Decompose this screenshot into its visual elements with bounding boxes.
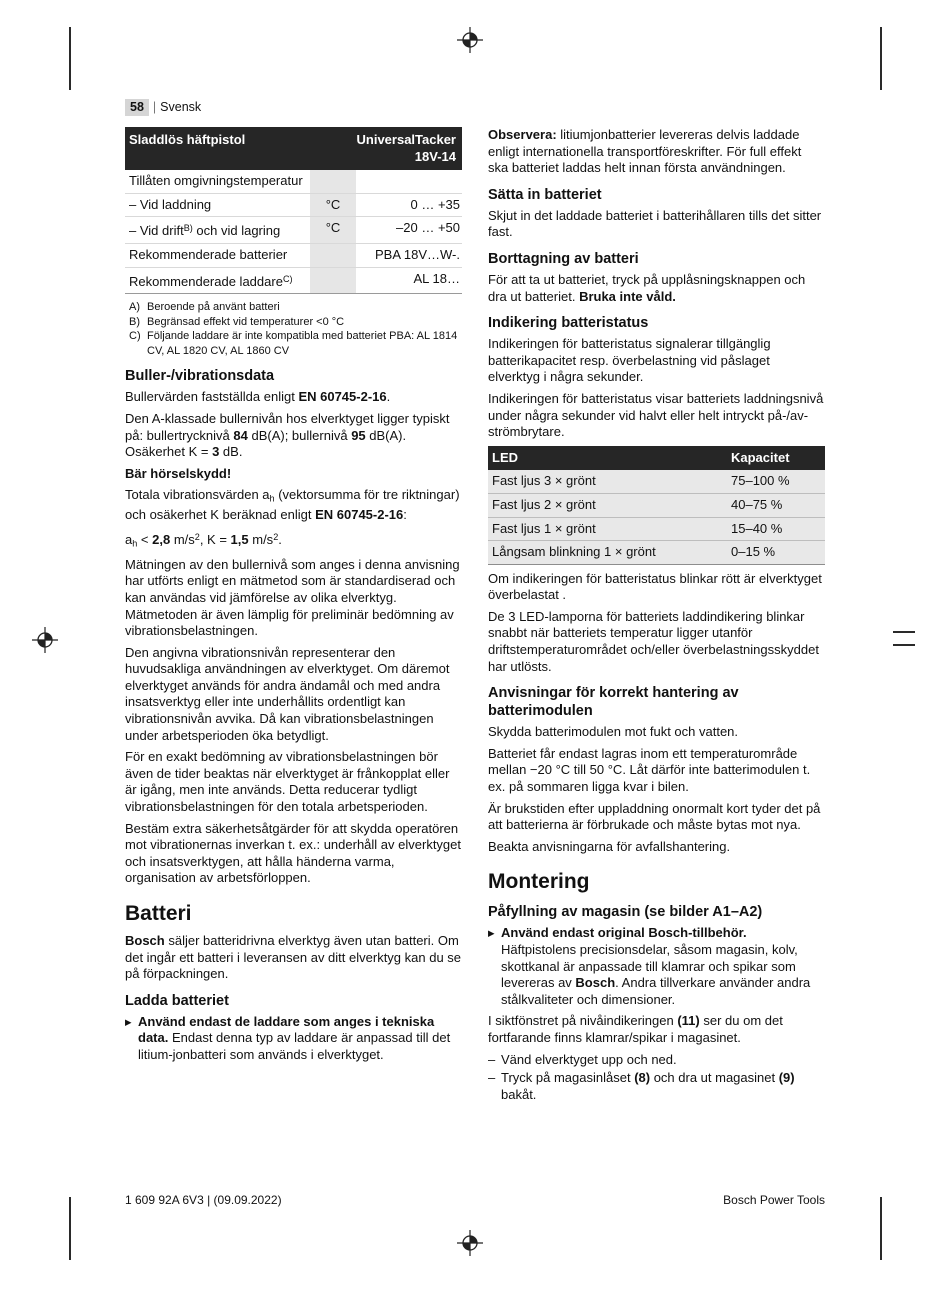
page-content: [125, 100, 825, 1105]
vibration-paragraph-totals: Totala vibrationsvärden $a_h$ (vektorsumma för tre riktningar) och osäkerhet K beräknad enligt EN 60745-2-16:: [125, 487, 460, 523]
bullet-text: Använd endast original Bosch-tillbehör. Häftpistolens precisionsdelar, såsom magasin, kolv, skottkanal är anpassade till klamrar och spikar som levereras av Bosch. Andra tillverkare använder andra stålkvaliteter och dimensioner.: [501, 925, 811, 1007]
led-table-header: [488, 446, 825, 471]
led-cell: Fast ljus 2 × grönt: [492, 496, 596, 512]
footer-document-number: 1 609 92A 6V3 | (09.09.2022): [125, 1193, 282, 1207]
note-paragraph: Observera: litiumjonbatterier levereras delvis laddade enligt internationella transportföreskrifter. För full effekt ska batteriet laddas helt innan första användningen.: [488, 127, 802, 176]
spec-row-label: – Vid drift$^{B)}$ och vid lagring: [129, 223, 281, 239]
crop-mark-bottom-right: [880, 1197, 882, 1260]
crop-mark-top-left: [69, 27, 71, 90]
footnote-key: A): [129, 301, 140, 314]
section-title-noise-vibration: Buller-/vibrationsdata: [125, 368, 275, 385]
section-title-magazine-filling: Påfyllning av magasin (se bilder A1–A2): [488, 904, 763, 921]
battery-status-paragraph-2: Indikeringen för batteristatus visar batteriets laddningsnivå under några sekunder vid halvt eller helt intryckt på-/av-strömbrytare.: [488, 390, 824, 440]
noise-paragraph-measurement: Mätningen av den bullernivå som anges i denna anvisning har utförts enligt en mätmetod som är standardiserad och kan användas vid jämförelse av olika elverktyg. Mätmetoden är även lämplig för preliminär bedömning av vibrationsbelastningen.: [125, 556, 460, 639]
spec-row-label: Tillåten omgivningstemperatur: [129, 173, 303, 189]
spec-row: [125, 217, 462, 244]
section-title-insert-battery: Sätta in batteriet: [488, 186, 602, 203]
vibration-paragraph-values: $a_h < 2,8$ $m/s^2$, K = 1,5 $m/s^2$.: [125, 531, 282, 549]
battery-status-paragraph-1: Indikeringen för batteristatus signalerar tillgänglig batterikapacitet resp. överbelastning vid påslaget elverktyg i några sekunder.: [488, 336, 771, 385]
led-table-row: [488, 494, 825, 518]
spec-table: [125, 127, 462, 294]
insert-battery-paragraph: Skjut in det laddade batteriet i batterihållaren tills det sitter fast.: [488, 207, 822, 240]
noise-paragraph-standards: Bullervärden fastställda enligt EN 60745-2-16.: [125, 389, 391, 405]
spec-table-title: Sladdlös häftpistol: [129, 132, 246, 147]
crop-mark-right-middle-2: [893, 644, 915, 646]
spec-row-value: 0 … +35: [410, 196, 460, 212]
led-header-cell: LED: [492, 449, 518, 465]
vibration-paragraph-assessment: För en exakt bedömning av vibrationsbelastningen bör även de tider beaktas när elverktyget är frånkopplat eller är igång, men inte används. Detta reducerar tydligt vibrationsbelastningen för den totala arbetsperioden.: [125, 749, 450, 815]
magazine-window-paragraph: I siktfönstret på nivåindikeringen (11) ser du om det fortfarande finns klamrar/spikar i magasinet.: [488, 1013, 783, 1045]
led-table-row: [488, 470, 825, 494]
spec-row: [125, 194, 462, 218]
spec-row-label: – Vid laddning: [129, 196, 212, 212]
registration-mark-left: [32, 627, 58, 653]
dash-text: Vänd elverktyget upp och ned.: [501, 1051, 677, 1067]
dash-icon: –: [488, 1051, 496, 1067]
footnote-key: C): [129, 330, 141, 343]
led-table-row: [488, 518, 825, 542]
bullet-item-accessories: [488, 925, 825, 1008]
handling-paragraph-3: Är brukstiden efter uppladdning onormalt kort tyder det på att batterierna är förbrukade och måste bytas mot nya.: [488, 800, 821, 833]
spec-table-footnotes: [125, 300, 462, 358]
dash-text: Tryck på magasinlåset (8) och dra ut magasinet (9) bakåt.: [501, 1070, 795, 1102]
spec-row-value: AL 18…: [413, 270, 460, 286]
header-separator: |: [152, 100, 157, 114]
section-title-charge-battery: Ladda batteriet: [125, 992, 229, 1009]
spec-row: [125, 268, 462, 295]
capacity-cell: 0–15 %: [731, 544, 776, 560]
registration-mark-top: [457, 27, 483, 53]
capacity-cell: 75–100 %: [731, 473, 790, 489]
dash-item-turn-tool: [488, 1052, 825, 1069]
right-column: [488, 127, 825, 1105]
spec-row-unit: [308, 170, 358, 193]
spec-row-value: –20 … +50: [396, 220, 460, 236]
handling-paragraph-2: Batteriet får endast lagras inom ett temperaturområde mellan −20 °C till 50 °C. Låt därför inte batterimodulen t. ex. på sommaren ligga kvar i bilen.: [488, 745, 811, 795]
section-title-remove-battery: Borttagning av batteri: [488, 250, 639, 267]
footnote: [125, 300, 462, 315]
battery-status-paragraph-4: De 3 LED-lamporna för batteriets laddindikering blinkar snabbt när batteriets temperatur ligger utanför driftstemperaturområdet och/eller överbelastningsskyddet har utlösts.: [488, 608, 819, 674]
remove-battery-paragraph: För att ta ut batteriet, tryck på upplåsningsknappen och dra ut batteriet. Bruka inte våld.: [488, 271, 806, 304]
header-language: Svensk: [160, 100, 202, 114]
footnote-text: Beroende på använt batteri: [147, 301, 280, 314]
capacity-cell: 40–75 %: [731, 496, 783, 512]
section-title-battery-handling: Anvisningar för korrekt hantering av batterimodulen: [488, 685, 739, 720]
spec-row-unit: °C: [308, 194, 358, 217]
footnote-text: Följande laddare är inte kompatibla med batteriet PBA: AL 1814 CV, AL 1820 CV, AL 1860 CV: [147, 330, 458, 357]
battery-status-paragraph-3: Om indikeringen för batteristatus blinkar rött är elverktyget överbelastat .: [488, 570, 822, 603]
spec-row-value: PBA 18V…W-.: [374, 247, 460, 263]
spec-row-value: [358, 170, 462, 193]
footer-brand: Bosch Power Tools: [723, 1193, 825, 1207]
footnote: [125, 329, 462, 358]
bullet-triangle-icon: ▶: [488, 928, 495, 939]
handling-paragraph-4: Beakta anvisningarna för avfallshantering.: [488, 838, 731, 854]
spec-row-unit: [308, 244, 358, 267]
bullet-triangle-icon: ▶: [125, 1016, 132, 1027]
registration-mark-bottom: [457, 1230, 483, 1256]
footnote-key: B): [129, 315, 140, 328]
footnote: [125, 315, 462, 330]
spec-row-unit: [308, 268, 358, 294]
spec-table-header: [125, 127, 462, 170]
capacity-header-cell: Kapacitet: [731, 449, 790, 465]
chapter-title-battery: Batteri: [125, 902, 192, 925]
battery-intro-paragraph: Bosch säljer batteridrivna elverktyg även utan batteri. Om det ingår ett batteri i leveransen av ditt elverktyg kan du se på förpackningen.: [125, 933, 462, 982]
vibration-paragraph-usage: Den angivna vibrationsnivån representerar den huvudsakliga användningen av elverktyget. Om däremot elverktyget används för andra ändamål och med andra insatsverktyg eller inte underhållits ordentligt kan vibrationsnivån avvika. Då kan vibrationsbelastningen under arbetsperioden öka betydligt.: [125, 644, 450, 743]
two-column-layout: [125, 127, 825, 1105]
led-capacity-table: [488, 446, 825, 565]
spec-row-unit: °C: [308, 217, 358, 243]
page-header: [125, 100, 825, 114]
crop-mark-right-middle-1: [893, 631, 915, 633]
led-table-row: [488, 541, 825, 565]
spec-table-model: UniversalTacker 18V-14: [356, 132, 456, 164]
section-title-battery-status: Indikering batteristatus: [488, 315, 649, 332]
led-cell: Långsam blinkning 1 × grönt: [492, 544, 656, 560]
crop-mark-bottom-left: [69, 1197, 71, 1260]
hearing-protection-warning: Bär hörselskydd!: [125, 465, 232, 481]
dash-item-magazine-latch: [488, 1070, 825, 1103]
capacity-cell: 15–40 %: [731, 520, 783, 536]
footnote-text: Begränsad effekt vid temperaturer <0 °C: [147, 315, 345, 328]
chapter-title-montering: Montering: [488, 870, 590, 894]
noise-paragraph-levels: Den A-klassade bullernivån hos elverktyget ligger typiskt på: bullertrycknivå 84 dB(A); bullernivå 95 dB(A). Osäkerhet K = 3 dB.: [125, 410, 450, 460]
spec-row-label: Rekommenderade batterier: [129, 247, 288, 263]
vibration-paragraph-safety: Bestäm extra säkerhetsåtgärder för att skydda operatören mot vibrationernas inverkan t. ex.: underhåll av elverktyget och insatsverktygen, att hålla händerna varma, organisation av arbetsförloppen.: [125, 820, 462, 886]
page-number: 58: [125, 99, 149, 116]
page-footer: [125, 1193, 825, 1207]
spec-row: [125, 244, 462, 268]
bullet-text: Använd endast de laddare som anges i tekniska data. Endast denna typ av laddare är anpassad till det litium-jonbatteri som används i elverktyget.: [138, 1013, 451, 1062]
left-column: [125, 127, 462, 1105]
spec-row: [125, 170, 462, 194]
bullet-item-chargers: [125, 1014, 462, 1064]
led-cell: Fast ljus 1 × grönt: [492, 520, 596, 536]
crop-mark-top-right: [880, 27, 882, 90]
dash-icon: –: [488, 1070, 496, 1086]
spec-row-label: Rekommenderade laddare$^{C)}$: [129, 273, 293, 289]
led-cell: Fast ljus 3 × grönt: [492, 473, 596, 489]
handling-paragraph-1: Skydda batterimodulen mot fukt och vatten.: [488, 724, 739, 740]
